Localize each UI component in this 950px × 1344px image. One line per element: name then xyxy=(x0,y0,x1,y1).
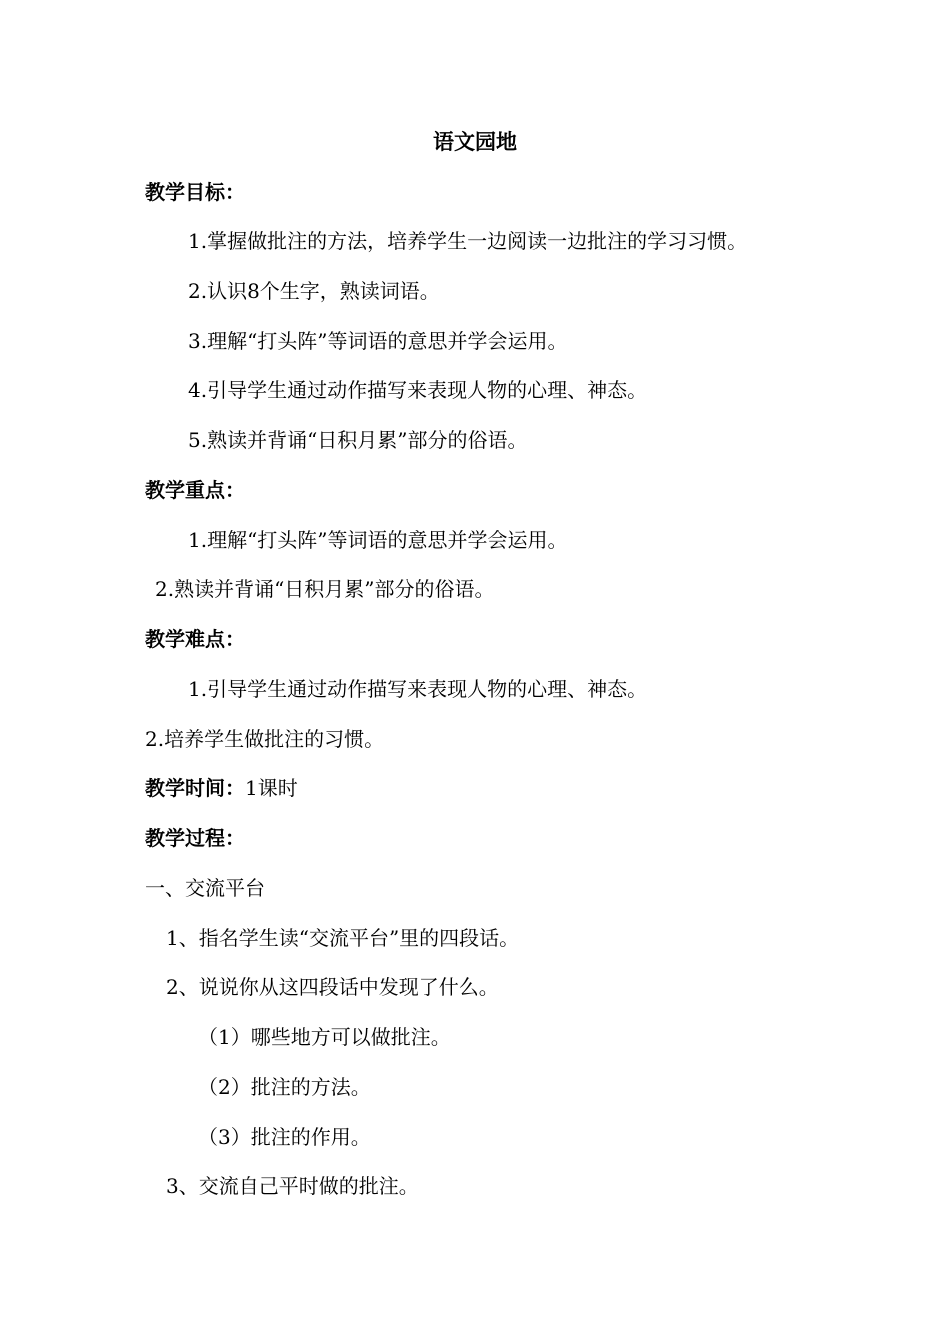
page-title: 语文园地 xyxy=(433,130,517,154)
key-points-heading: 教学重点： xyxy=(145,478,245,502)
process-heading: 教学过程： xyxy=(145,826,245,850)
objectives-heading: 教学目标： xyxy=(145,180,245,204)
process-step: 3、交流自己平时做的批注。 xyxy=(166,1174,419,1198)
time-value: 1课时 xyxy=(245,776,298,800)
objective-item: 4.引导学生通过动作描写来表现人物的心理、神态。 xyxy=(188,378,648,402)
objective-item: 1.掌握做批注的方法，培养学生一边阅读一边批注的学习习惯。 xyxy=(188,229,748,253)
process-sub-item: （1）哪些地方可以做批注。 xyxy=(198,1025,451,1049)
time-line xyxy=(145,776,298,800)
key-point-item: 2.熟读并背诵“日积月累”部分的俗语。 xyxy=(155,577,495,601)
difficulty-item: 2.培养学生做批注的习惯。 xyxy=(145,727,385,751)
difficulties-heading: 教学难点： xyxy=(145,627,245,651)
difficulty-item: 1.引导学生通过动作描写来表现人物的心理、神态。 xyxy=(188,677,648,701)
process-step: 1、指名学生读“交流平台”里的四段话。 xyxy=(166,926,520,950)
process-sub-item: （3）批注的作用。 xyxy=(198,1125,371,1149)
process-step: 2、说说你从这四段话中发现了什么。 xyxy=(166,975,499,999)
process-sub-item: （2）批注的方法。 xyxy=(198,1075,371,1099)
section-title: 一、交流平台 xyxy=(145,876,265,900)
objective-item: 2.认识8个生字，熟读词语。 xyxy=(188,279,440,303)
key-point-item: 1.理解“打头阵”等词语的意思并学会运用。 xyxy=(188,528,568,552)
objective-item: 3.理解“打头阵”等词语的意思并学会运用。 xyxy=(188,329,568,353)
objective-item: 5.熟读并背诵“日积月累”部分的俗语。 xyxy=(188,428,528,452)
time-label: 教学时间： xyxy=(145,776,245,800)
